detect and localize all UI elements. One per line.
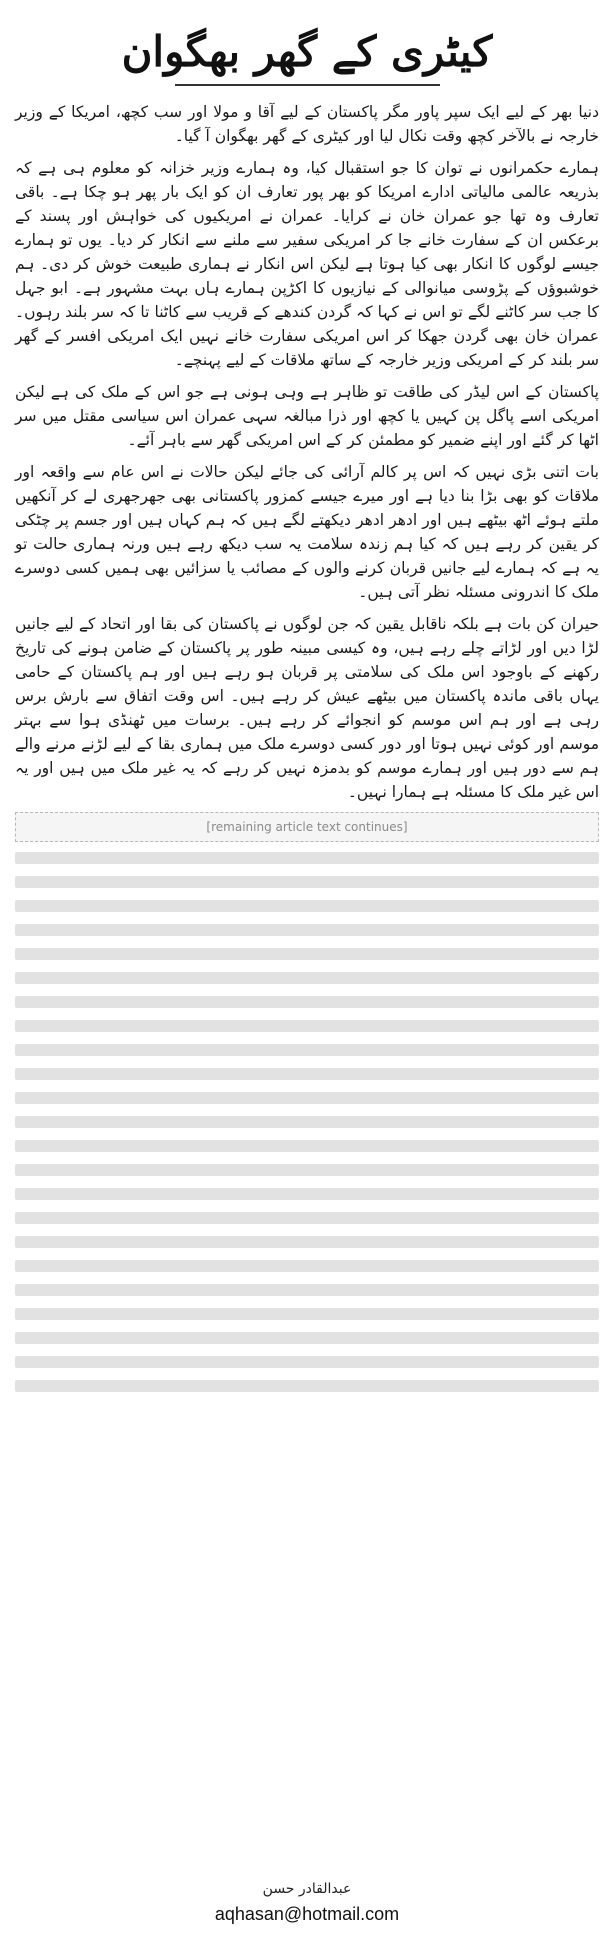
author-email: aqhasan@hotmail.com — [214, 1904, 400, 1924]
byline: عبدالقادر حسن — [262, 1881, 352, 1897]
paragraph-5: حیران کن بات ہے بلکہ ناقابل یقین کہ جن لوگوں نے پاکستان کی بقا اور اتحاد کے لیے جانیں لڑا دیں اور لڑاتے چلے رہے ہیں، وہ کیسی مبینہ طور پر پاکستان کے ضامن ہونے کی تاریخ رکھنے کے باوجود اس ملک کی سلامتی پر قربان ہو رہے ہیں اور ہم پاکستان کے حامی یہاں باقی ماندہ پاکستان میں بیٹھے عیش کر رہے ہیں۔ اس وقت اتفاق سے بارش برس رہی ہے اور ہم اس موسم کو انجوائے کر رہے ہیں۔ برسات میں ٹھنڈی ہوا سے بہتر موسم اور کوئی نہیں ہوتا اور دور کسی دوسرے ملک میں ہماری بقا کے لیے لڑنے مرنے والے ہم سے دور ہیں اور ہمارے موسم کو بدمزہ نہیں کر رہے کہ یہ غیر ملک میں ہیں اور یہ اس غیر ملک کا مسئلہ ہے ہمارا نہیں۔ — [15, 615, 599, 801]
headline: کیٹری کے گھر بھگوان — [121, 27, 493, 76]
paragraph-2: ہمارے حکمرانوں نے توان کا جو استقبال کیا، وہ ہمارے وزیر خزانہ کو معلوم ہی ہے کہ بذریعہ عالمی مالیاتی ادارے امریکا کو بھر پور تعارف ان کو ایک بار پھر ہو چکا ہے۔ باقی تعارف وہ تھا جو عمران خان نے کرایا۔ عمران نے امریکیوں کی خواہش اور پسند کے برعکس ان کے سفارت خانے جا کر امریکی سفیر سے ملنے سے انکار کر دیا۔ یوں تو ہمارے جیسے لوگوں کا انکار بھی کیا ہوتا ہے لیکن اس انکار نے ہماری طبیعت خوش کر دی۔ ہم خوشبوؤں کے پڑوسی میانوالی کے نیازیوں کا اکڑپن ہمارے ہاں بہت مشہور ہے۔ ابو جہل کا جب سر کاٹنے لگے تو اس نے کہا کہ گردن کندھے کے قریب سے کاٹنا تا کہ سر بلند رہوں۔ عمران خان بھی گردن جھکا کر اس امریکی سفارت خانے نہیں ایک امریکی افسر کے گھر سر بلند کر کے امریکی وزیر خارجہ کے ساتھ ملاقات کے لیے پہنچے۔ — [15, 159, 599, 369]
placeholder-label: [remaining article text continues] — [206, 820, 408, 834]
paragraph-1: دنیا بھر کے لیے ایک سپر پاور مگر پاکستان کے لیے آقا و مولا اور سب کچھ، امریکا کے وزیر خارجہ نے بالآخر کچھ وقت نکال لیا اور کیٹری کے گھر بھگوان آ گیا۔ — [15, 103, 599, 145]
remaining-text-lines — [15, 852, 599, 1412]
paragraph-4: بات اتنی بڑی نہیں کہ اس پر کالم آرائی کی جائے لیکن حالات نے اس عام سے واقعہ اور ملاقات کو بھی بڑا بنا دیا ہے اور میرے جیسے کمزور پاکستانی بھی جھرجھری لے کر آنکھیں ملتے ہوئے اٹھ بیٹھے ہیں اور ادھر ادھر دیکھتے لگے ہیں کہ ہم کہاں ہیں اور جسم پر چٹکی کر یقین کر رہے ہیں کہ کیا ہم زندہ سلامت یہ سب دیکھ رہے ہیں ورنہ ہماری حالت تو یہ ہے کہ ہمارے لیے جانیں قربان کرنے والوں کے مصائب یا سزائیں بھی ہمیں کسی دوسرے ملک کا اندرونی مسئلہ نظر آتی ہیں۔ — [15, 463, 599, 601]
headline-underline — [175, 84, 440, 86]
remaining-text-placeholder — [15, 812, 599, 842]
article-body — [15, 100, 599, 1412]
paragraph-3: پاکستان کے اس لیڈر کی طاقت تو ظاہر ہے وہی ہونی ہے جو اس کے ملک کی ہے لیکن امریکی اسے پاگل پن کہیں یا کچھ اور ذرا مبالغہ سہی عمران اس سیاسی مقتل میں سر اٹھا کر گئے اور اپنے ضمیر کو مطمئن کر کے اس امریکی گھر سے باہر آئے۔ — [15, 383, 599, 449]
